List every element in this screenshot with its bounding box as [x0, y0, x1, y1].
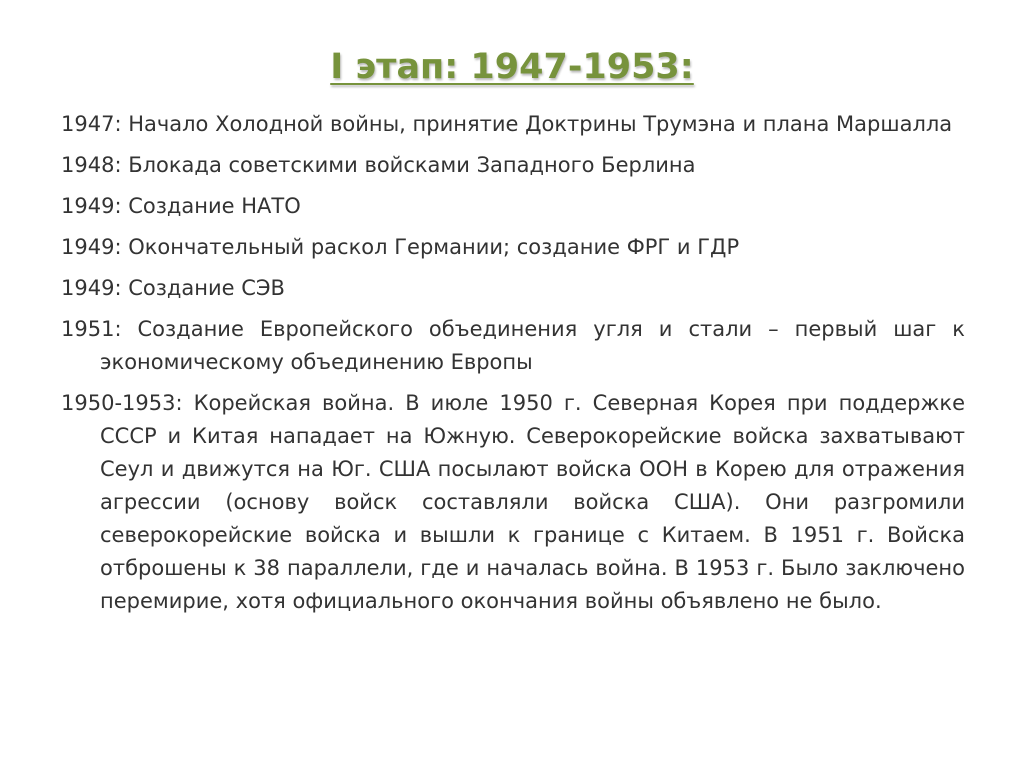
- event-item-1949-nato: 1949: Создание НАТО: [61, 194, 301, 218]
- event-item-1947: 1947: Начало Холодной войны, принятие Доктрины Трумэна и плана Маршалла: [61, 112, 953, 136]
- event-item-1951: 1951: Создание Европейского объединения угля и стали – первый шаг к экономическому объединению Европы: [61, 317, 965, 374]
- slide-title: I этап: 1947-1953:: [330, 47, 694, 87]
- event-item-1949-sev: 1949: Создание СЭВ: [61, 276, 285, 300]
- event-item-1950-1953: 1950-1953: Корейская война. В июле 1950 г. Северная Корея при поддержке СССР и Китая нападает на Южную. Северокорейские войска захватывают Сеул и движутся на Юг. США посылают войска ООН в Корею для отражения агрессии (основу войск составляли войска США). Они разгромили северокорейские войска и вышли к границе с Китаем. В 1951 г. Войска отброшены к 38 параллели, где и началась война. В 1953 г. Было заключено перемирие, хотя официального окончания войны объявлено не было.: [61, 391, 965, 613]
- event-item-1948: 1948: Блокада советскими войсками Западного Берлина: [61, 153, 696, 177]
- event-item-1949-germany: 1949: Окончательный раскол Германии; создание ФРГ и ГДР: [61, 235, 740, 259]
- event-list: [61, 108, 965, 626]
